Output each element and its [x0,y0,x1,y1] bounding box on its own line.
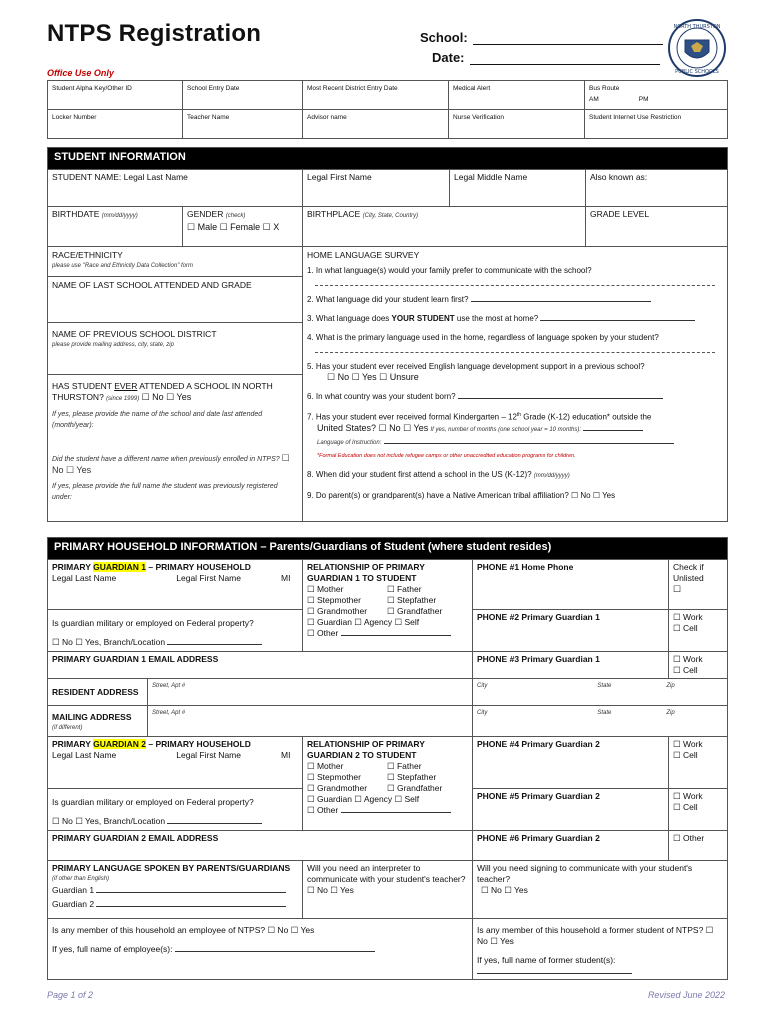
phone4-type[interactable] [669,737,728,789]
primary-language-note: (if other than English) [52,876,110,882]
legal-middle-name-field[interactable]: Legal Middle Name [450,170,586,207]
svg-text:NORTH THURSTON: NORTH THURSTON [673,24,721,30]
guardian2-relationship-label: RELATIONSHIP OF PRIMARY GUARDIAN 2 TO STUDENT [307,739,425,760]
state-label: State [597,710,612,716]
survey-q2-row[interactable] [307,294,723,305]
survey-q3: 3. What language does [307,314,392,323]
unlisted-checkbox[interactable]: ☐ [673,584,682,594]
guardian1-last-label: Legal Last Name [52,573,117,583]
guardian1-highlight: GUARDIAN 1 [93,562,146,572]
guardian2-highlight: GUARDIAN 2 [93,739,146,749]
work-checkbox[interactable]: ☐ Work [673,654,703,664]
rel-option[interactable]: ☐ Mother [307,761,344,771]
guardian1-first-label: Legal First Name [176,573,241,583]
school-label: School: [420,30,468,45]
ever-attended-text: THURSTON? [52,392,104,402]
survey-q2: 2. What language did your student learn first? [307,295,469,304]
state-label: State [597,683,612,689]
rel-option[interactable]: ☐ Stepfather [387,772,437,782]
guardian1-relationship-label: RELATIONSHIP OF PRIMARY GUARDIAN 1 TO STUDENT [307,562,425,583]
survey-q4: 4. What is the primary language used in the home, regardless of language spoken by your student? [307,333,659,342]
phone3-type[interactable] [669,652,728,679]
ever-attended-text: ATTENDED A SCHOOL IN NORTH [137,381,273,391]
ever-attended-emphasis: EVER [114,381,138,391]
phone5-type[interactable] [669,789,728,831]
zip-label: Zip [666,710,675,716]
rel-row[interactable] [307,772,468,783]
office-cell[interactable]: Advisor name [303,110,449,139]
guardian1-title: – PRIMARY HOUSEHOLD [146,562,251,572]
birthdate-field[interactable] [48,207,183,247]
work-checkbox[interactable]: ☐ Work [673,612,703,622]
ever-attended-text: HAS STUDENT [52,381,115,391]
legal-last-name-field[interactable]: STUDENT NAME: Legal Last Name [48,170,303,207]
ever-attended-since: (since 1999) [106,396,140,402]
last-school-field[interactable] [48,277,302,323]
office-cell[interactable]: Medical Alert [449,81,585,110]
different-name-options[interactable]: ☐ No ☐ Yes [52,453,290,475]
phone1-field[interactable]: PHONE #1 Home Phone [473,560,669,610]
office-cell[interactable]: School Entry Date [183,81,303,110]
race-field[interactable] [48,247,302,277]
rel-other[interactable]: ☐ Other [307,805,339,815]
survey-q7-sup: th [516,412,522,418]
legal-first-name-field[interactable]: Legal First Name [303,170,450,207]
unlisted-label: Check if Unlisted [673,562,704,583]
employee-name-label: If yes, full name of employee(s): [52,944,173,954]
guardian2-military[interactable] [48,789,303,831]
survey-q4-answer[interactable] [315,343,715,353]
birthplace-format: (City, State, Country) [362,213,419,219]
cell-checkbox[interactable]: ☐ Cell [673,623,698,633]
bus-pm: PM [638,96,649,103]
guardian2-relationship[interactable] [303,737,473,831]
phone5-field[interactable]: PHONE #5 Primary Guardian 2 [473,789,669,831]
rel-guardian-options[interactable]: ☐ Guardian ☐ Agency ☐ Self [307,794,420,804]
survey-q8: 8. When did your student first attend a school in the US (K-12)? [307,469,532,479]
rel-option[interactable]: ☐ Grandfather [387,783,443,793]
gender-options[interactable]: ☐ Male ☐ Female ☐ X [187,222,280,232]
survey-q7: Grade (K-12) education* outside the [521,412,652,422]
guardian1-name-field[interactable] [48,560,303,610]
zip-label: Zip [666,683,675,689]
ever-attended-field[interactable] [48,375,302,509]
previous-district-note: please provide mailing address, city, state, zip [52,342,174,348]
guardian2-last-label: Legal Last Name [52,750,117,760]
mailing-address-label [48,706,148,737]
military-question: Is guardian military or employed on Federal property? [52,618,254,628]
signing-options[interactable]: ☐ No ☐ Yes [481,885,528,895]
race-label: RACE/ETHNICITY [52,250,123,260]
gender-check: (check) [225,213,246,219]
rel-row[interactable] [307,606,468,617]
former-student-name-label: If yes, full name of former student(s): [477,955,616,965]
mailing-city-field[interactable] [473,706,728,737]
survey-q7-options[interactable]: United States? ☐ No ☐ Yes [317,422,429,433]
employee-question[interactable]: Is any member of this household an employee of NTPS? ☐ No ☐ Yes [52,925,315,935]
office-use-label: Office Use Only [47,68,114,78]
mailing-street-field[interactable]: Street, Apt # [148,706,473,737]
phone2-field[interactable]: PHONE #2 Primary Guardian 1 [473,610,669,652]
date-field[interactable] [432,50,660,65]
phone6-type[interactable]: ☐ Other [669,831,728,861]
rel-option[interactable]: ☐ Stepmother [307,772,361,782]
date-label: Date: [432,50,465,65]
survey-q7: 7. Has your student ever received formal Kindergarten – 12 [307,412,517,422]
rel-row[interactable] [307,595,468,606]
rel-option[interactable]: ☐ Grandmother [307,606,368,616]
rel-option[interactable]: ☐ Stepmother [307,595,361,605]
survey-q5-options[interactable]: ☐ No ☐ Yes ☐ Unsure [327,372,419,382]
rel-option[interactable]: ☐ Grandfather [387,606,443,616]
page-number: Page 1 of 2 [47,990,94,1000]
rel-other-row[interactable] [307,628,468,639]
survey-q6: 6. In what country was your student born? [307,392,456,401]
survey-q7-language-row[interactable] [317,436,723,449]
interpreter-options[interactable]: ☐ No ☐ Yes [307,885,354,895]
different-name-text: Did the student have a different name when previously enrolled in NTPS? [52,456,280,463]
cell-checkbox[interactable]: ☐ Cell [673,750,698,760]
household-heading: PRIMARY HOUSEHOLD INFORMATION – Parents/Guardians of Student (where student resides) [48,538,728,560]
survey-q7-answer[interactable] [317,423,723,436]
different-name-question [52,453,298,477]
work-checkbox[interactable]: ☐ Work [673,739,703,749]
phone4-field[interactable]: PHONE #4 Primary Guardian 2 [473,737,669,789]
guardian1-military[interactable] [48,610,303,652]
office-cell[interactable]: Nurse Verification [449,110,585,139]
last-school-label: NAME OF LAST SCHOOL ATTENDED AND GRADE [52,280,252,290]
military-options[interactable]: ☐ No ☐ Yes, Branch/Location [52,816,166,826]
survey-q7-note: *Formal Education does not include refugee camps or other unaccredited education programs for children. [317,452,576,459]
rel-other-row[interactable] [307,805,468,816]
resident-address-label: RESIDENT ADDRESS [48,679,148,706]
guardian1-email-field[interactable]: PRIMARY GUARDIAN 1 EMAIL ADDRESS [48,652,473,679]
signing-question: Will you need signing to communicate with your student's teacher? [477,863,693,884]
rel-other[interactable]: ☐ Other [307,628,339,638]
rel-row[interactable] [307,783,468,794]
ntps-employee-field[interactable] [48,919,473,980]
also-known-as-field[interactable]: Also known as: [586,170,728,207]
survey-heading: HOME LANGUAGE SURVEY [307,250,420,260]
cell-checkbox[interactable]: ☐ Cell [673,665,698,675]
office-cell[interactable]: Locker Number [48,110,183,139]
former-student-field[interactable] [473,919,728,980]
office-cell[interactable]: Student Alpha Key/Other ID [48,81,183,110]
survey-q1-answer[interactable] [315,276,715,286]
office-cell[interactable]: Teacher Name [183,110,303,139]
guardian1-language-label: Guardian 1 [52,885,95,895]
if-different: (if different) [52,725,83,731]
survey-q3: use the most at home? [454,314,539,323]
resident-street-field[interactable]: Street, Apt # [148,679,473,706]
birthdate-label: BIRTHDATE [52,209,100,219]
home-language-survey [303,247,728,522]
grade-level-field[interactable]: GRADE LEVEL [586,207,728,247]
different-name-note: If yes, please provide the full name the student was previously registered under: [52,483,278,501]
office-use-table [47,80,728,139]
gender-field[interactable] [183,207,303,247]
guardian1-relationship[interactable] [303,560,473,652]
work-checkbox[interactable]: ☐ Work [673,791,703,801]
rel-option[interactable]: ☐ Father [387,761,422,771]
survey-q7-row [307,410,723,423]
survey-q5: 5. Has your student ever received English language development support in a previous school? [307,362,645,371]
revision-date: Revised June 2022 [647,990,725,1000]
guardian2-title: – PRIMARY HOUSEHOLD [146,739,251,749]
military-question: Is guardian military or employed on Federal property? [52,797,254,807]
survey-q8-format: (mm/dd/yyyy) [533,472,570,479]
rel-row[interactable] [307,584,468,595]
school-field[interactable] [420,30,663,45]
gender-label: GENDER [187,209,224,219]
guardian2-email-field[interactable]: PRIMARY GUARDIAN 2 EMAIL ADDRESS [48,831,473,861]
district-seal-logo [667,18,727,78]
rel-option[interactable]: ☐ Stepfather [387,595,437,605]
survey-q1: 1. In what language(s) would your family prefer to communicate with the school? [307,266,592,275]
military-options[interactable]: ☐ No ☐ Yes, Branch/Location [52,637,166,647]
guardian2-title: PRIMARY [52,739,94,749]
rel-option[interactable]: ☐ Father [387,584,422,594]
survey-q7-months: If yes, number of months (one school year = 10 months): [430,426,582,433]
primary-language-label: PRIMARY LANGUAGE SPOKEN BY PARENTS/GUARDIANS [52,863,291,873]
interpreter-field[interactable] [303,861,473,919]
student-info-table [47,147,728,522]
survey-q3-emphasis: YOUR STUDENT [391,314,455,323]
bus-route-label: Bus Route [589,85,620,92]
phone3-field[interactable]: PHONE #3 Primary Guardian 1 [473,652,669,679]
rel-option[interactable]: ☐ Grandmother [307,783,368,793]
previous-district-field[interactable] [48,323,302,375]
signing-field[interactable] [473,861,728,919]
city-label: City [477,710,488,716]
birthdate-format: (mm/dd/yyyy) [101,213,138,219]
guardian1-title: PRIMARY [52,562,94,572]
race-note: please use "Race and Ethnicity Data Collection" form [52,263,193,269]
cell-checkbox[interactable]: ☐ Cell [673,802,698,812]
guardian1-mi-label: MI [280,573,291,583]
bus-route-cell[interactable] [585,81,728,110]
mailing-label: MAILING ADDRESS [52,712,132,722]
guardian2-mi-label: MI [280,750,291,760]
birthplace-label: BIRTHPLACE [307,209,361,219]
phone2-type[interactable] [669,610,728,652]
survey-q7-language: Language of Instruction: [317,439,382,446]
former-student-question[interactable]: Is any member of this household a former student of NTPS? ☐ No ☐ Yes [477,925,714,946]
ever-attended-note: If yes, please provide the name of the school and date last attended (month/year): [52,411,263,429]
guardian2-first-label: Legal First Name [176,750,241,760]
office-cell[interactable]: Student Internet Use Restriction [585,110,728,139]
student-info-heading: STUDENT INFORMATION [48,148,728,170]
survey-q6-row[interactable] [307,391,723,402]
phone1-unlisted[interactable] [669,560,728,610]
previous-district-label: NAME OF PREVIOUS SCHOOL DISTRICT [52,329,217,339]
resident-city-field[interactable] [473,679,728,706]
birthplace-field[interactable] [303,207,586,247]
primary-language-field[interactable] [48,861,303,919]
survey-q3-row[interactable] [307,313,723,324]
rel-row[interactable] [307,761,468,772]
interpreter-question: Will you need an interpreter to communicate with your student's teacher? [307,863,466,884]
page-title: NTPS Registration [47,20,262,47]
household-info-table [47,537,728,980]
ever-attended-options[interactable]: ☐ No ☐ Yes [141,392,192,402]
svg-text:PUBLIC SCHOOLS: PUBLIC SCHOOLS [675,69,719,75]
guardian2-language-label: Guardian 2 [52,899,95,909]
student-history-column [48,247,303,522]
city-label: City [477,683,488,689]
bus-am: AM [589,96,599,103]
rel-guardian-options[interactable]: ☐ Guardian ☐ Agency ☐ Self [307,617,420,627]
survey-q9[interactable]: 9. Do parent(s) or grandparent(s) have a Native American tribal affiliation? ☐ No ☐ Yes [307,490,616,500]
office-cell[interactable]: Most Recent District Entry Date [303,81,449,110]
survey-q8-row[interactable] [307,469,723,482]
guardian2-name-field[interactable] [48,737,303,789]
rel-option[interactable]: ☐ Mother [307,584,344,594]
phone6-field[interactable]: PHONE #6 Primary Guardian 2 [473,831,669,861]
